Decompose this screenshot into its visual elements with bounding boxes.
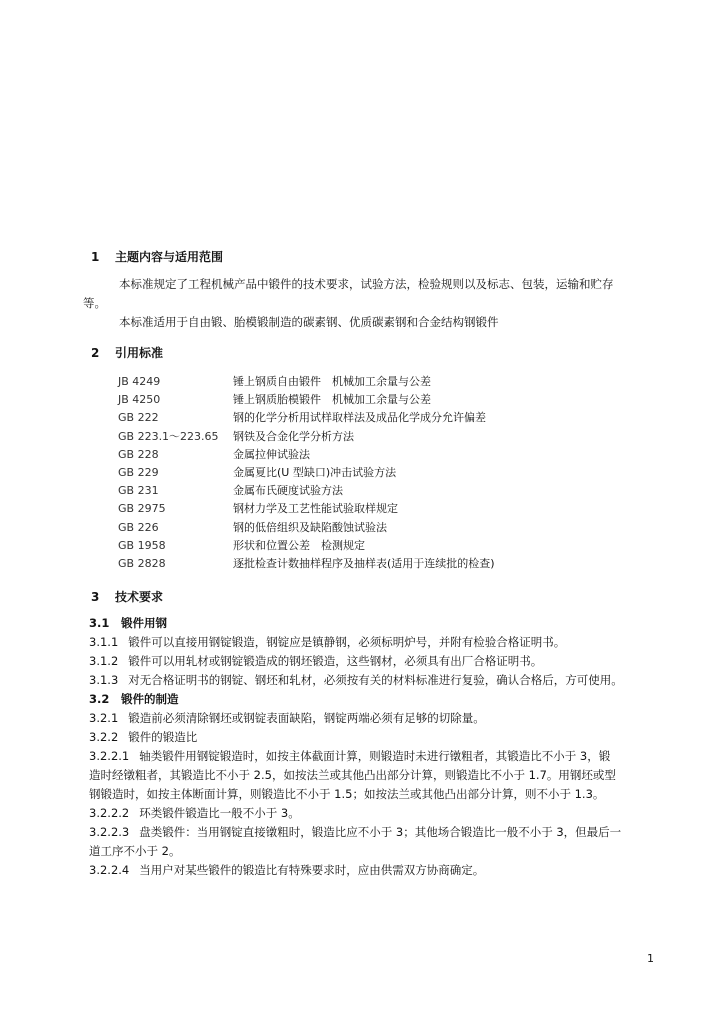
clause-text: 锻件可以直接用钢锭锻造，钢锭应是镇静钢，必须标明炉号，并附有检验合格证明书。 bbox=[128, 635, 566, 649]
reference-code: GB 231 bbox=[118, 484, 159, 498]
reference-code: GB 223.1～223.65 bbox=[118, 429, 219, 443]
reference-title: 金属夏比(U 型缺口)冲击试验方法 bbox=[233, 465, 397, 479]
clause-number: 3.2.2 bbox=[89, 730, 119, 744]
reference-title: 形状和位置公差 检测规定 bbox=[233, 538, 365, 552]
clause-3-2-2-4 bbox=[89, 861, 659, 880]
clause-text: 当用户对某些锻件的锻造比有特殊要求时，应由供需双方协商确定。 bbox=[139, 863, 485, 877]
section-title: 技术要求 bbox=[115, 590, 164, 604]
clause-3-2-2-1 bbox=[89, 747, 659, 804]
reference-title: 金属布氏硬度试验方法 bbox=[233, 484, 343, 498]
reference-code: JB 4250 bbox=[118, 393, 161, 407]
reference-code: GB 1958 bbox=[118, 538, 166, 552]
section-number: 1 bbox=[91, 250, 100, 264]
clause-3-1 bbox=[89, 614, 659, 633]
reference-title: 锤上钢质胎模锻件 机械加工余量与公差 bbox=[233, 393, 431, 407]
reference-code: GB 2975 bbox=[118, 502, 166, 516]
clause-text: 轴类锻件用钢锭锻造时，如按主体截面计算，则锻造时未进行镦粗者，其锻造比不小于 3，锻 bbox=[139, 749, 611, 763]
section-heading-3 bbox=[91, 588, 163, 605]
clause-3-2-2-2 bbox=[89, 804, 659, 823]
paragraph-line: 本标准适用于自由锻、胎模锻制造的碳素钢、优质碳素钢和合金结构钢锻件 bbox=[119, 315, 499, 329]
clause-number: 3.1.1 bbox=[89, 635, 119, 649]
clause-text: 锻造前必须清除钢坯或钢锭表面缺陷，钢锭两端必须有足够的切除量。 bbox=[128, 711, 485, 725]
clause-3-1-2 bbox=[89, 652, 659, 671]
reference-row bbox=[118, 482, 678, 500]
reference-title: 钢材力学及工艺性能试验取样规定 bbox=[233, 502, 398, 516]
clause-text: 钢锻造时，如按主体断面计算，则锻造比不小于 1.5；如按法兰或其他凸出部分计算，则不小于 1.3。 bbox=[89, 787, 605, 801]
reference-row bbox=[118, 373, 678, 391]
reference-row bbox=[118, 428, 678, 446]
clause-number: 3.2.2.4 bbox=[89, 863, 130, 877]
reference-row bbox=[118, 500, 678, 518]
reference-title: 钢铁及合金化学分析方法 bbox=[233, 429, 354, 443]
clause-text: 锻件的制造 bbox=[121, 692, 179, 706]
paragraph-line: 本标准规定了工程机械产品中锻件的技术要求，试验方法，检验规则以及标志、包装，运输和贮存 bbox=[119, 277, 614, 291]
reference-row bbox=[118, 537, 678, 555]
reference-code: GB 222 bbox=[118, 411, 159, 425]
reference-code: GB 226 bbox=[118, 520, 159, 534]
reference-row bbox=[118, 464, 678, 482]
clause-text: 锻件用钢 bbox=[121, 616, 167, 630]
section-title: 引用标准 bbox=[115, 346, 164, 360]
clause-number: 3.1.2 bbox=[89, 654, 119, 668]
clause-number: 3.2.2.1 bbox=[89, 749, 130, 763]
clause-number: 3.1.3 bbox=[89, 673, 119, 687]
reference-title: 钢的化学分析用试样取样法及成品化学成分允许偏差 bbox=[233, 411, 486, 425]
reference-code: GB 228 bbox=[118, 447, 159, 461]
section-number: 3 bbox=[91, 590, 100, 604]
reference-title: 锤上钢质自由锻件 机械加工余量与公差 bbox=[233, 375, 431, 388]
clause-number: 3.1 bbox=[89, 616, 110, 630]
clause-text: 造时经镦粗者，其锻造比不小于 2.5，如按法兰或其他凸出部分计算，则锻造比不小于 1.7。用钢坯或型 bbox=[89, 768, 616, 782]
reference-title: 钢的低倍组织及缺陷酸蚀试验法 bbox=[233, 520, 387, 534]
clause-number: 3.2.1 bbox=[89, 711, 119, 725]
section-heading-1 bbox=[91, 248, 223, 265]
reference-code: GB 229 bbox=[118, 465, 159, 479]
page-number: 1 bbox=[647, 952, 654, 965]
clause-number: 3.2.2.2 bbox=[89, 806, 130, 820]
reference-code: GB 2828 bbox=[118, 556, 166, 570]
clause-text: 对无合格证明书的钢锭、钢坯和轧材，必须按有关的材料标准进行复验，确认合格后，方可使用。 bbox=[128, 673, 623, 687]
clause-number: 3.2.2.3 bbox=[89, 825, 130, 839]
clause-text: 盘类锻件：当用钢锭直接镦粗时，锻造比应不小于 3；其他场合锻造比一般不小于 3，但最后一 bbox=[139, 825, 622, 839]
clause-number: 3.2 bbox=[89, 692, 110, 706]
reference-title: 金属拉伸试验法 bbox=[233, 447, 310, 461]
clause-3-1-1 bbox=[89, 633, 659, 652]
clause-text: 锻件的锻造比 bbox=[128, 730, 198, 744]
reference-code: JB 4249 bbox=[118, 375, 161, 388]
reference-title: 逐批检查计数抽样程序及抽样表(适用于连续批的检查) bbox=[233, 556, 495, 570]
reference-row bbox=[118, 409, 678, 427]
clause-text: 锻件可以用轧材或钢锭锻造成的钢坯锻造，这些钢材，必须具有出厂合格证明书。 bbox=[128, 654, 543, 668]
section-title: 主题内容与适用范围 bbox=[115, 250, 224, 264]
reference-row bbox=[118, 391, 678, 409]
clause-3-2 bbox=[89, 690, 659, 709]
clause-3-2-2 bbox=[89, 728, 659, 747]
clause-text: 环类锻件锻造比一般不小于 3。 bbox=[139, 806, 300, 820]
section-number: 2 bbox=[91, 346, 100, 360]
reference-row bbox=[118, 446, 678, 464]
clause-3-2-2-3 bbox=[89, 823, 659, 861]
clause-3-2-1 bbox=[89, 709, 659, 728]
section-heading-2 bbox=[91, 344, 163, 361]
reference-list bbox=[118, 373, 678, 573]
reference-row bbox=[118, 519, 678, 537]
reference-row bbox=[118, 555, 678, 573]
clause-text: 道工序不小于 2。 bbox=[89, 844, 181, 858]
clause-3-1-3 bbox=[89, 671, 659, 690]
scope-paragraph-2 bbox=[83, 313, 663, 332]
scope-paragraph-1 bbox=[83, 275, 663, 313]
paragraph-line: 等。 bbox=[83, 296, 106, 310]
